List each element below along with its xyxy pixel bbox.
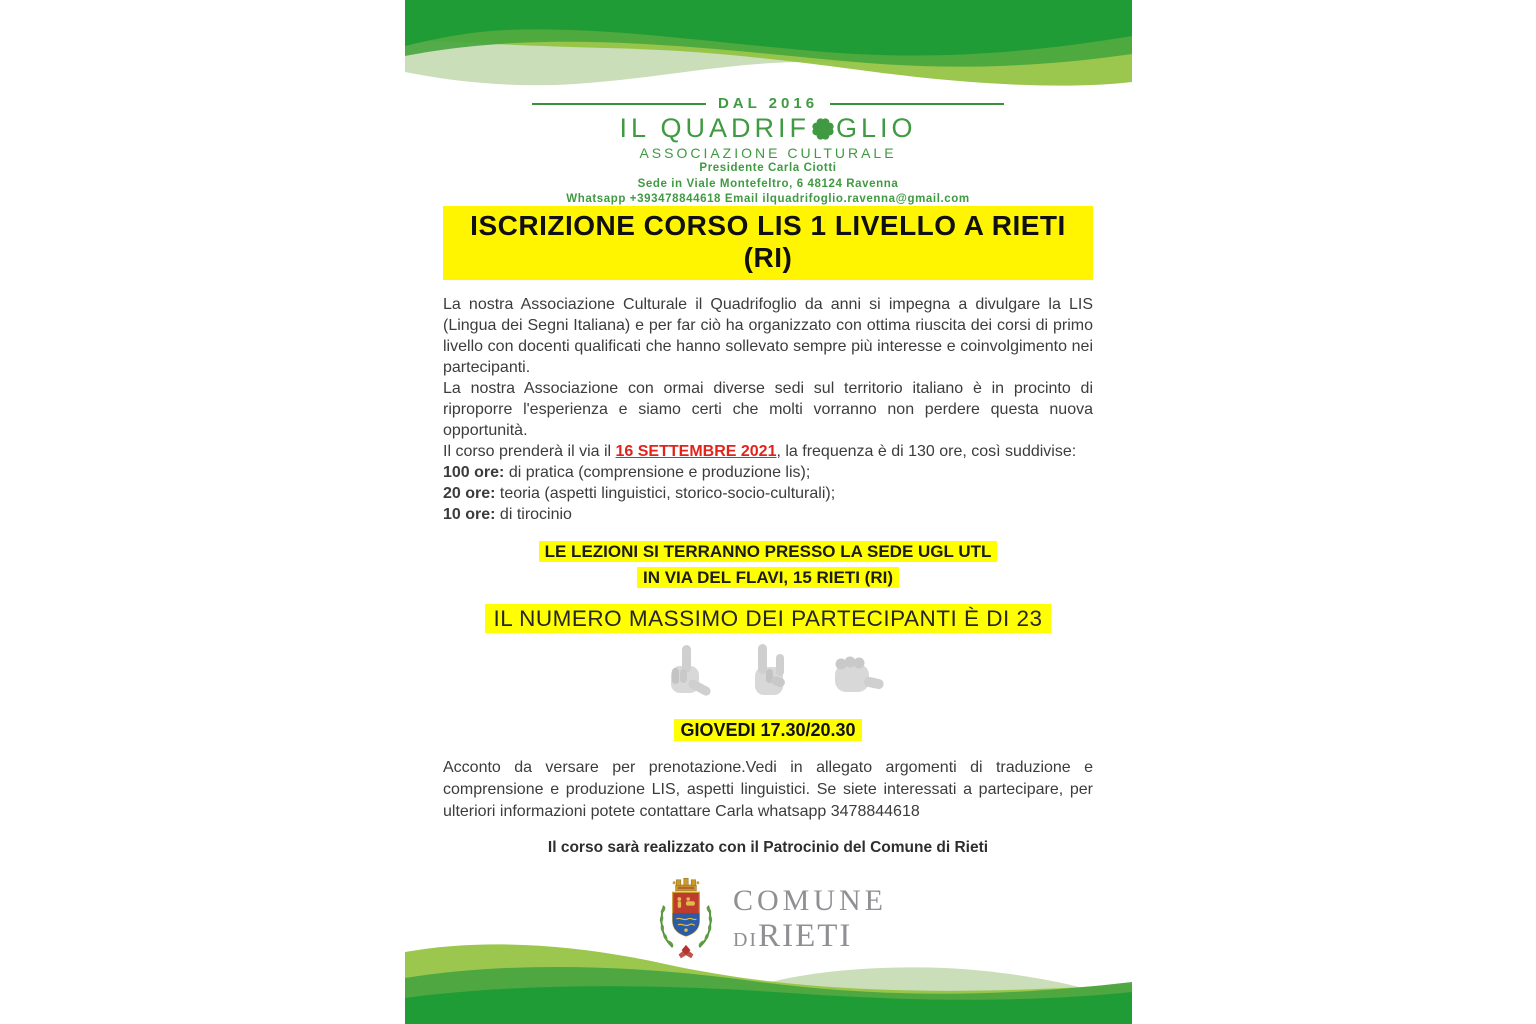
since-label: DAL 2016	[717, 95, 819, 112]
intro-text	[443, 294, 1093, 525]
association-subtitle: ASSOCIAZIONE CULTURALE	[639, 145, 897, 161]
page-title: ISCRIZIONE CORSO LIS 1 LIVELLO A RIETI (RI)	[443, 206, 1093, 280]
course-start-post: , la frequenza è di 130 ore, così suddivise:	[776, 443, 1077, 460]
since-row	[532, 95, 1004, 112]
lis-hand-sign-i-icon	[733, 642, 803, 704]
municipality-name	[732, 883, 887, 954]
venue-block	[443, 539, 1093, 591]
venue-line-1-wrap	[443, 539, 1093, 565]
association-header	[0, 95, 1536, 213]
hours-1-text: di pratica (comprensione e produzione lis);	[504, 464, 811, 481]
course-start-date: 16 SETTEMBRE 2021	[615, 443, 777, 460]
payment-info: Acconto da versare per prenotazione.Vedi in allegato argomenti di traduzione e comprensione e produzione LIS, aspetti linguistici. Se siete interessati a partecipare, per ulteriori informazioni potete contattare Carla whatsapp 3478844618	[443, 759, 1093, 820]
patronage-line: Il corso sarà realizzato con il Patrocinio del Comune di Rieti	[547, 839, 989, 856]
lis-hand-sign-l-icon	[647, 642, 717, 704]
address-line: Sede in Viale Montefeltro, 6 48124 Ravenna	[637, 177, 899, 190]
municipality-name-di: DI	[732, 928, 759, 951]
hours-1-lead: 100 ore:	[443, 464, 505, 481]
hours-3-lead: 10 ore:	[443, 506, 496, 523]
municipality-logo	[443, 867, 1093, 971]
schedule-text: GIOVEDI 17.30/20.30	[674, 719, 861, 741]
header-rule-left	[532, 103, 706, 105]
contact-line: Whatsapp +393478844618 Email ilquadrifoglio.ravenna@gmail.com	[566, 193, 970, 206]
main-content	[443, 206, 1093, 971]
hours-2-text: teoria (aspetti linguistici, storico-socio-culturali);	[495, 485, 836, 502]
brand-name-post: GLIO	[836, 113, 917, 143]
lis-hand-sign-s-icon	[819, 642, 889, 704]
municipality-name-rieti: RIETI	[758, 917, 853, 954]
course-start-line	[443, 441, 1093, 462]
hours-3-text: di tirocinio	[495, 506, 572, 523]
lis-hand-signs	[443, 642, 1093, 704]
venue-line-2-wrap	[443, 565, 1093, 591]
hours-item-2	[443, 483, 1093, 504]
venue-line-1: LE LEZIONI SI TERRANNO PRESSO LA SEDE UGL UTL	[539, 541, 998, 562]
comune-di-rieti-coat-of-arms-icon	[649, 867, 723, 971]
venue-line-2: IN VIA DEL FLAVI, 15 RIETI (RI)	[637, 567, 899, 588]
hours-item-3	[443, 504, 1093, 525]
hours-2-lead: 20 ore:	[443, 485, 496, 502]
title-wrap	[443, 206, 1093, 280]
green-wave-banner-top-icon	[405, 0, 1132, 88]
schedule-block	[443, 720, 1093, 741]
municipality-name-line2	[732, 917, 887, 954]
municipality-name-line1: COMUNE	[732, 883, 887, 917]
max-participants-text: IL NUMERO MASSIMO DEI PARTECIPANTI È DI 23	[485, 604, 1050, 633]
president-line: Presidente Carla Ciotti	[699, 162, 837, 174]
course-start-pre: Il corso prenderà il via il	[443, 443, 616, 460]
intro-paragraph-1: La nostra Associazione Culturale il Quadrifoglio da anni si impegna a divulgare la LIS (Lingua dei Segni Italiana) e per far ciò ha organizzato con ottima riuscita dei corsi di primo livello con docenti qualificati che hanno sollevato sempre più interesse e coinvolgimento nei partecipanti.	[443, 296, 1093, 376]
header-rule-right	[830, 103, 1004, 105]
max-participants-block	[443, 606, 1093, 632]
clover-icon	[811, 117, 835, 141]
brand-name	[0, 113, 1536, 144]
hours-item-1	[443, 462, 1093, 483]
brand-name-pre: IL QUADRIF	[619, 113, 810, 143]
intro-paragraph-2: La nostra Associazione con ormai diverse sedi sul territorio italiano è in procinto di riproporre l'esperienza e siamo certi che molti vorranno non perdere questa nuova opportunità.	[443, 380, 1093, 439]
